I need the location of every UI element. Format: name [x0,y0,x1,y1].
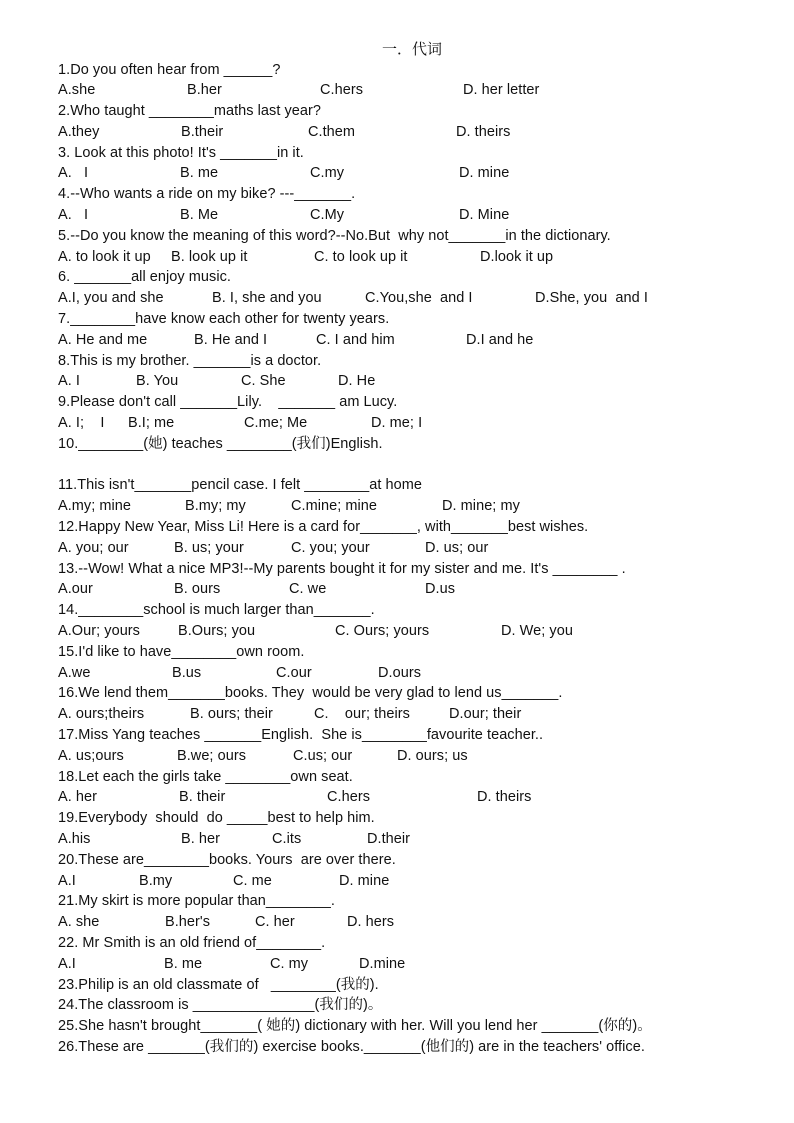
answer-option: C. her [255,914,295,930]
answer-option: D.I and he [466,332,534,348]
question-text: 4.--Who wants a ride on my bike? ---_______. [58,186,356,202]
question-text: 1.Do you often hear from ______? [58,62,281,78]
answer-option: C.its [272,831,302,847]
question-text: 20.These are________books. Yours are over there. [58,852,396,868]
answer-option: B.their [181,124,224,140]
answer-option: A.I [58,873,76,889]
question-text: 6. _______all enjoy music. [58,269,231,285]
answer-option: A. I [58,207,89,223]
answer-option: C.our [276,665,312,681]
answer-option: A.I [58,956,76,972]
answer-option: D. her letter [463,82,540,98]
answer-option: A. to look it up [58,249,151,265]
answer-option: D. mine; my [442,498,520,514]
answer-option: D. mine [459,165,510,181]
answer-option: D. Mine [459,207,510,223]
section-title: 一．代词 [381,41,442,58]
answer-option: C. I and him [316,332,395,348]
answer-option: C. me [233,873,272,889]
answer-option: A.she [58,82,96,98]
answer-option: B.my [139,873,173,889]
answer-option: D. We; you [501,623,573,639]
question-text: 14.________school is much larger than_______. [58,602,375,618]
answer-option: C. She [241,373,286,389]
answer-option: D. mine [339,873,390,889]
answer-option: C.hers [327,789,371,805]
answer-option: A.my; mine [58,498,132,514]
question-text: 8.This is my brother. _______is a doctor. [58,353,322,369]
answer-option: B.we; ours [177,748,246,764]
answer-option: C.my [310,165,345,181]
answer-option: A.I, you and she [58,290,164,306]
answer-option: C. to look up it [314,249,408,265]
answer-option: C. you; your [291,540,370,556]
answer-option: A. us;ours [58,748,124,764]
answer-option: B. me [164,956,203,972]
answer-option: A. you; our [58,540,129,556]
answer-option: D. theirs [456,124,511,140]
answer-option: A. He and me [58,332,148,348]
answer-option: A.they [58,124,100,140]
answer-option: B. ours [174,581,221,597]
answer-option: C.You,she and I [365,290,473,306]
answer-option: D. He [338,373,376,389]
question-text: 22. Mr Smith is an old friend of________. [58,935,326,951]
question-text: 24.The classroom is _______________(我们的)。 [58,997,383,1013]
question-text: 3. Look at this photo! It's _______in it. [58,145,304,161]
answer-option: B. ours; their [190,706,273,722]
question-text: 19.Everybody should do _____best to help him. [58,810,375,826]
answer-option: C. Ours; yours [335,623,430,639]
answer-option: B.her [187,82,222,98]
question-text: 16.We lend them_______books. They would be very glad to lend us_______. [58,685,563,701]
answer-option: A.our [58,581,93,597]
answer-option: A. I; I [58,415,105,431]
answer-option: B. us; your [174,540,244,556]
answer-option: D. theirs [477,789,532,805]
question-text: 10.________(她) teaches ________(我们)English. [58,436,383,452]
question-text: 26.These are _______(我们的) exercise books._______(他们的) are in the teachers' office. [58,1039,645,1055]
question-text: 23.Philip is an old classmate of ________(我的). [58,977,379,993]
question-text: 5.--Do you know the meaning of this word?--No.But why not_______in the dictionary. [58,228,611,244]
question-text: 12.Happy New Year, Miss Li! Here is a card for_______, with_______best wishes. [58,519,589,535]
question-text: 13.--Wow! What a nice MP3!--My parents bought it for my sister and me. It's ________ . [58,561,626,577]
answer-option: B.her's [165,914,211,930]
answer-option: A. her [58,789,97,805]
answer-option: D.our; their [449,706,522,722]
answer-option: D. hers [347,914,395,930]
answer-option: D.look it up [480,249,554,265]
question-text: 9.Please don't call _______Lily. _______ am Lucy. [58,394,398,410]
answer-option: A.his [58,831,91,847]
question-text: 18.Let each the girls take ________own seat. [58,769,353,785]
answer-option: D. us; our [425,540,489,556]
answer-option: A.Our; yours [58,623,140,639]
answer-option: A. ours;theirs [58,706,145,722]
answer-option: B.I; me [128,415,175,431]
answer-option: C. our; theirs [314,706,410,722]
answer-option: B. their [179,789,226,805]
answer-option: D.She, you and I [535,290,648,306]
answer-option: C.mine; mine [291,498,378,514]
answer-option: B.us [172,665,202,681]
answer-option: C. we [289,581,327,597]
question-text: 25.She hasn't brought_______( 她的) dictionary with her. Will you lend her _______(你的)。 [58,1018,652,1034]
answer-option: C.My [310,207,345,223]
answer-option: D.us [425,581,456,597]
question-text: 7.________have know each other for twenty years. [58,311,390,327]
question-text: 21.My skirt is more popular than________. [58,893,335,909]
question-text: 15.I'd like to have________own room. [58,644,305,660]
question-text: 17.Miss Yang teaches _______English. She is________favourite teacher.. [58,727,544,743]
answer-option: B. He and I [194,332,268,348]
answer-option: D. ours; us [397,748,468,764]
answer-option: D.mine [359,956,406,972]
question-text: 2.Who taught ________maths last year? [58,103,322,119]
answer-option: D.ours [378,665,422,681]
answer-option: B. look up it [171,249,248,265]
answer-option: B. her [181,831,220,847]
answer-option: C.them [308,124,356,140]
answer-option: A. she [58,914,100,930]
answer-option: C. my [270,956,309,972]
answer-option: D.their [367,831,411,847]
answer-option: C.hers [320,82,364,98]
answer-option: C.me; Me [244,415,308,431]
answer-option: B.my; my [185,498,246,514]
answer-option: D. me; I [371,415,423,431]
answer-option: A. I [58,165,89,181]
answer-option: B.Ours; you [178,623,256,639]
answer-option: B. me [180,165,219,181]
answer-option: B. I, she and you [212,290,322,306]
answer-option: B. You [136,373,179,389]
question-text: 11.This isn't_______pencil case. I felt ________at home [58,477,422,493]
answer-option: A.we [58,665,91,681]
answer-option: B. Me [180,207,219,223]
answer-option: A. I [58,373,80,389]
answer-option: C.us; our [293,748,353,764]
